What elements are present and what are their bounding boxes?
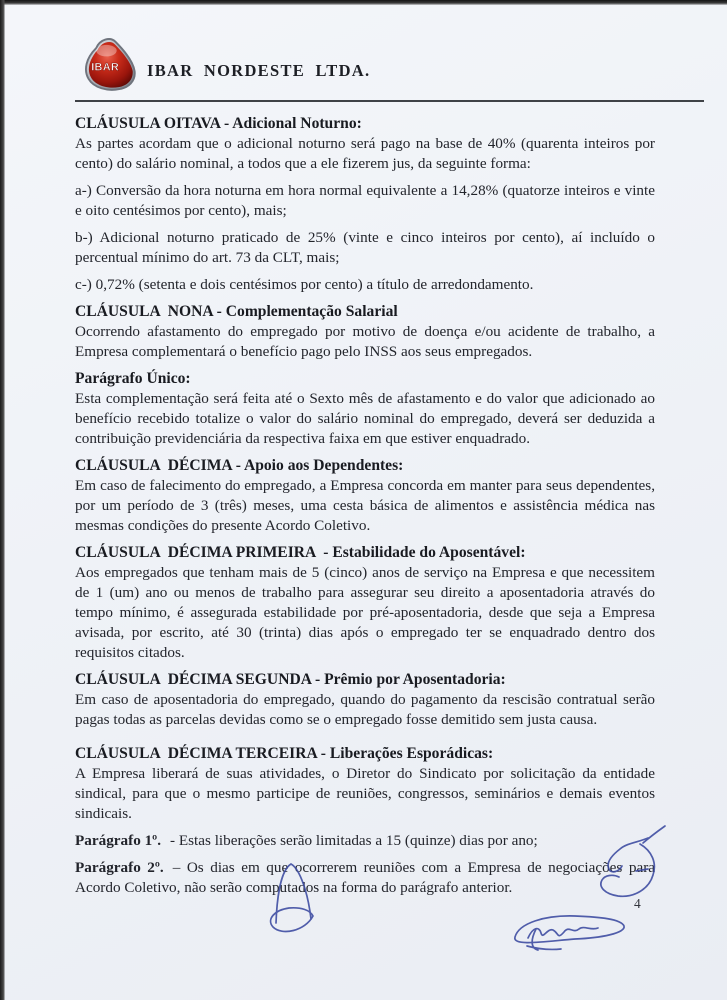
clause-item-b: b-) Adicional noturno praticado de 25% (vinte e cinco inteiros por cento), aí incluído o percentual mínimo do art. 73 da CLT, mais; [75,229,655,266]
clause-heading: CLÁUSULA NONA - Complementação Salarial [75,303,398,320]
paragrafo-2-text: – Os dias em que ocorrerem reuniões com a Empresa de negociações para Acordo Coletivo, não serão computados na forma do parágrafo anterior. [75,859,655,896]
clause-decima [75,456,655,536]
clause-heading: CLÁUSULA DÉCIMA PRIMEIRA - Estabilidade do Aposentável: [75,544,526,561]
paragrafo-unico [75,369,655,449]
paragrafo-1-label: Parágrafo 1º. [75,832,161,849]
clause-body: Em caso de falecimento do empregado, a Empresa concorda em manter para seus dependentes, por um período de 3 (três) meses, uma cesta básica de alimentos e assistência médica nas mesmas condições do presente Acordo Coletivo. [75,477,655,534]
company-name: IBAR NORDESTE LTDA. [147,61,371,80]
scan-edge-left [0,0,5,1000]
header-divider [75,100,704,102]
clause-heading: CLÁUSULA DÉCIMA - Apoio aos Dependentes: [75,457,404,474]
clause-body: Ocorrendo afastamento do empregado por motivo de doença e/ou acidente de trabalho, a Empresa complementará o benefício pago pelo INSS aos seus empregados. [75,323,655,360]
scan-edge-top [0,0,727,5]
clause-body: Esta complementação será feita até o Sexto mês de afastamento e do valor que adicionado ao benefício recebido totalize o valor do salário nominal do empregado, deverá ser deduzida a contribuição previdenciária da respectiva faixa em que estiver enquadrado. [75,390,655,447]
signature-oval [515,916,624,950]
clause-heading: CLÁUSULA DÉCIMA TERCEIRA - Liberações Esporádicas: [75,745,494,762]
clause-body: A Empresa liberará de suas atividades, o Diretor do Sindicato por solicitação da entidade sindical, para que o mesmo participe de reuniões, congressos, seminários e demais eventos sindicais. [75,765,655,822]
clause-heading: CLÁUSULA OITAVA - Adicional Noturno: [75,115,362,132]
clause-heading: CLÁUSULA DÉCIMA SEGUNDA - Prêmio por Aposentadoria: [75,671,506,688]
page-number: 4 [634,896,641,911]
paragrafo-1 [75,831,655,851]
clause-oitava [75,114,655,174]
clause-decima-segunda [75,670,655,730]
logo-text: IBAR [91,61,120,74]
paragrafo-2-label: Parágrafo 2º. [75,859,164,876]
clause-body: Aos empregados que tenham mais de 5 (cinco) anos de serviço na Empresa e que necessitem de 1 (um) ano ou menos de trabalho para assegurar seu direito a aposentadoria através do tempo mínimo, é assegurada estabilidade por pré-aposentadoria, desde que seja a Empresa avisada, por escrito, até 30 (trinta) dias após o empregado ter se enquadrado dentro dos requisitos citados. [75,564,655,661]
clause-item-a: a-) Conversão da hora noturna em hora normal equivalente a 14,28% (quatorze inteiros e vinte e oito centésimos por cento), mais; [75,182,655,219]
clause-decima-primeira [75,543,655,663]
document-body [75,114,655,898]
paragrafo-2 [75,858,655,898]
clause-body: Em caso de aposentadoria do empregado, quando do pagamento da rescisão contratual serão pagas todas as parcelas devidas como se o empregado fosse demitido sem justa causa. [75,691,655,728]
ibar-logo-icon [77,34,141,98]
clause-decima-terceira [75,744,655,824]
clause-nona [75,302,655,362]
clause-item-c: c-) 0,72% (setenta e dois centésimos por cento) a título de arredondamento. [75,276,534,293]
paragrafo-1-text: - Estas liberações serão limitadas a 15 (quinze) dias por ano; [170,832,538,849]
clause-body: As partes acordam que o adicional noturno será pago na base de 40% (quarenta inteiros por cento) do salário nominal, a todos que a ele fizerem jus, da seguinte forma: [75,135,655,172]
clause-heading: Parágrafo Único: [75,370,191,387]
